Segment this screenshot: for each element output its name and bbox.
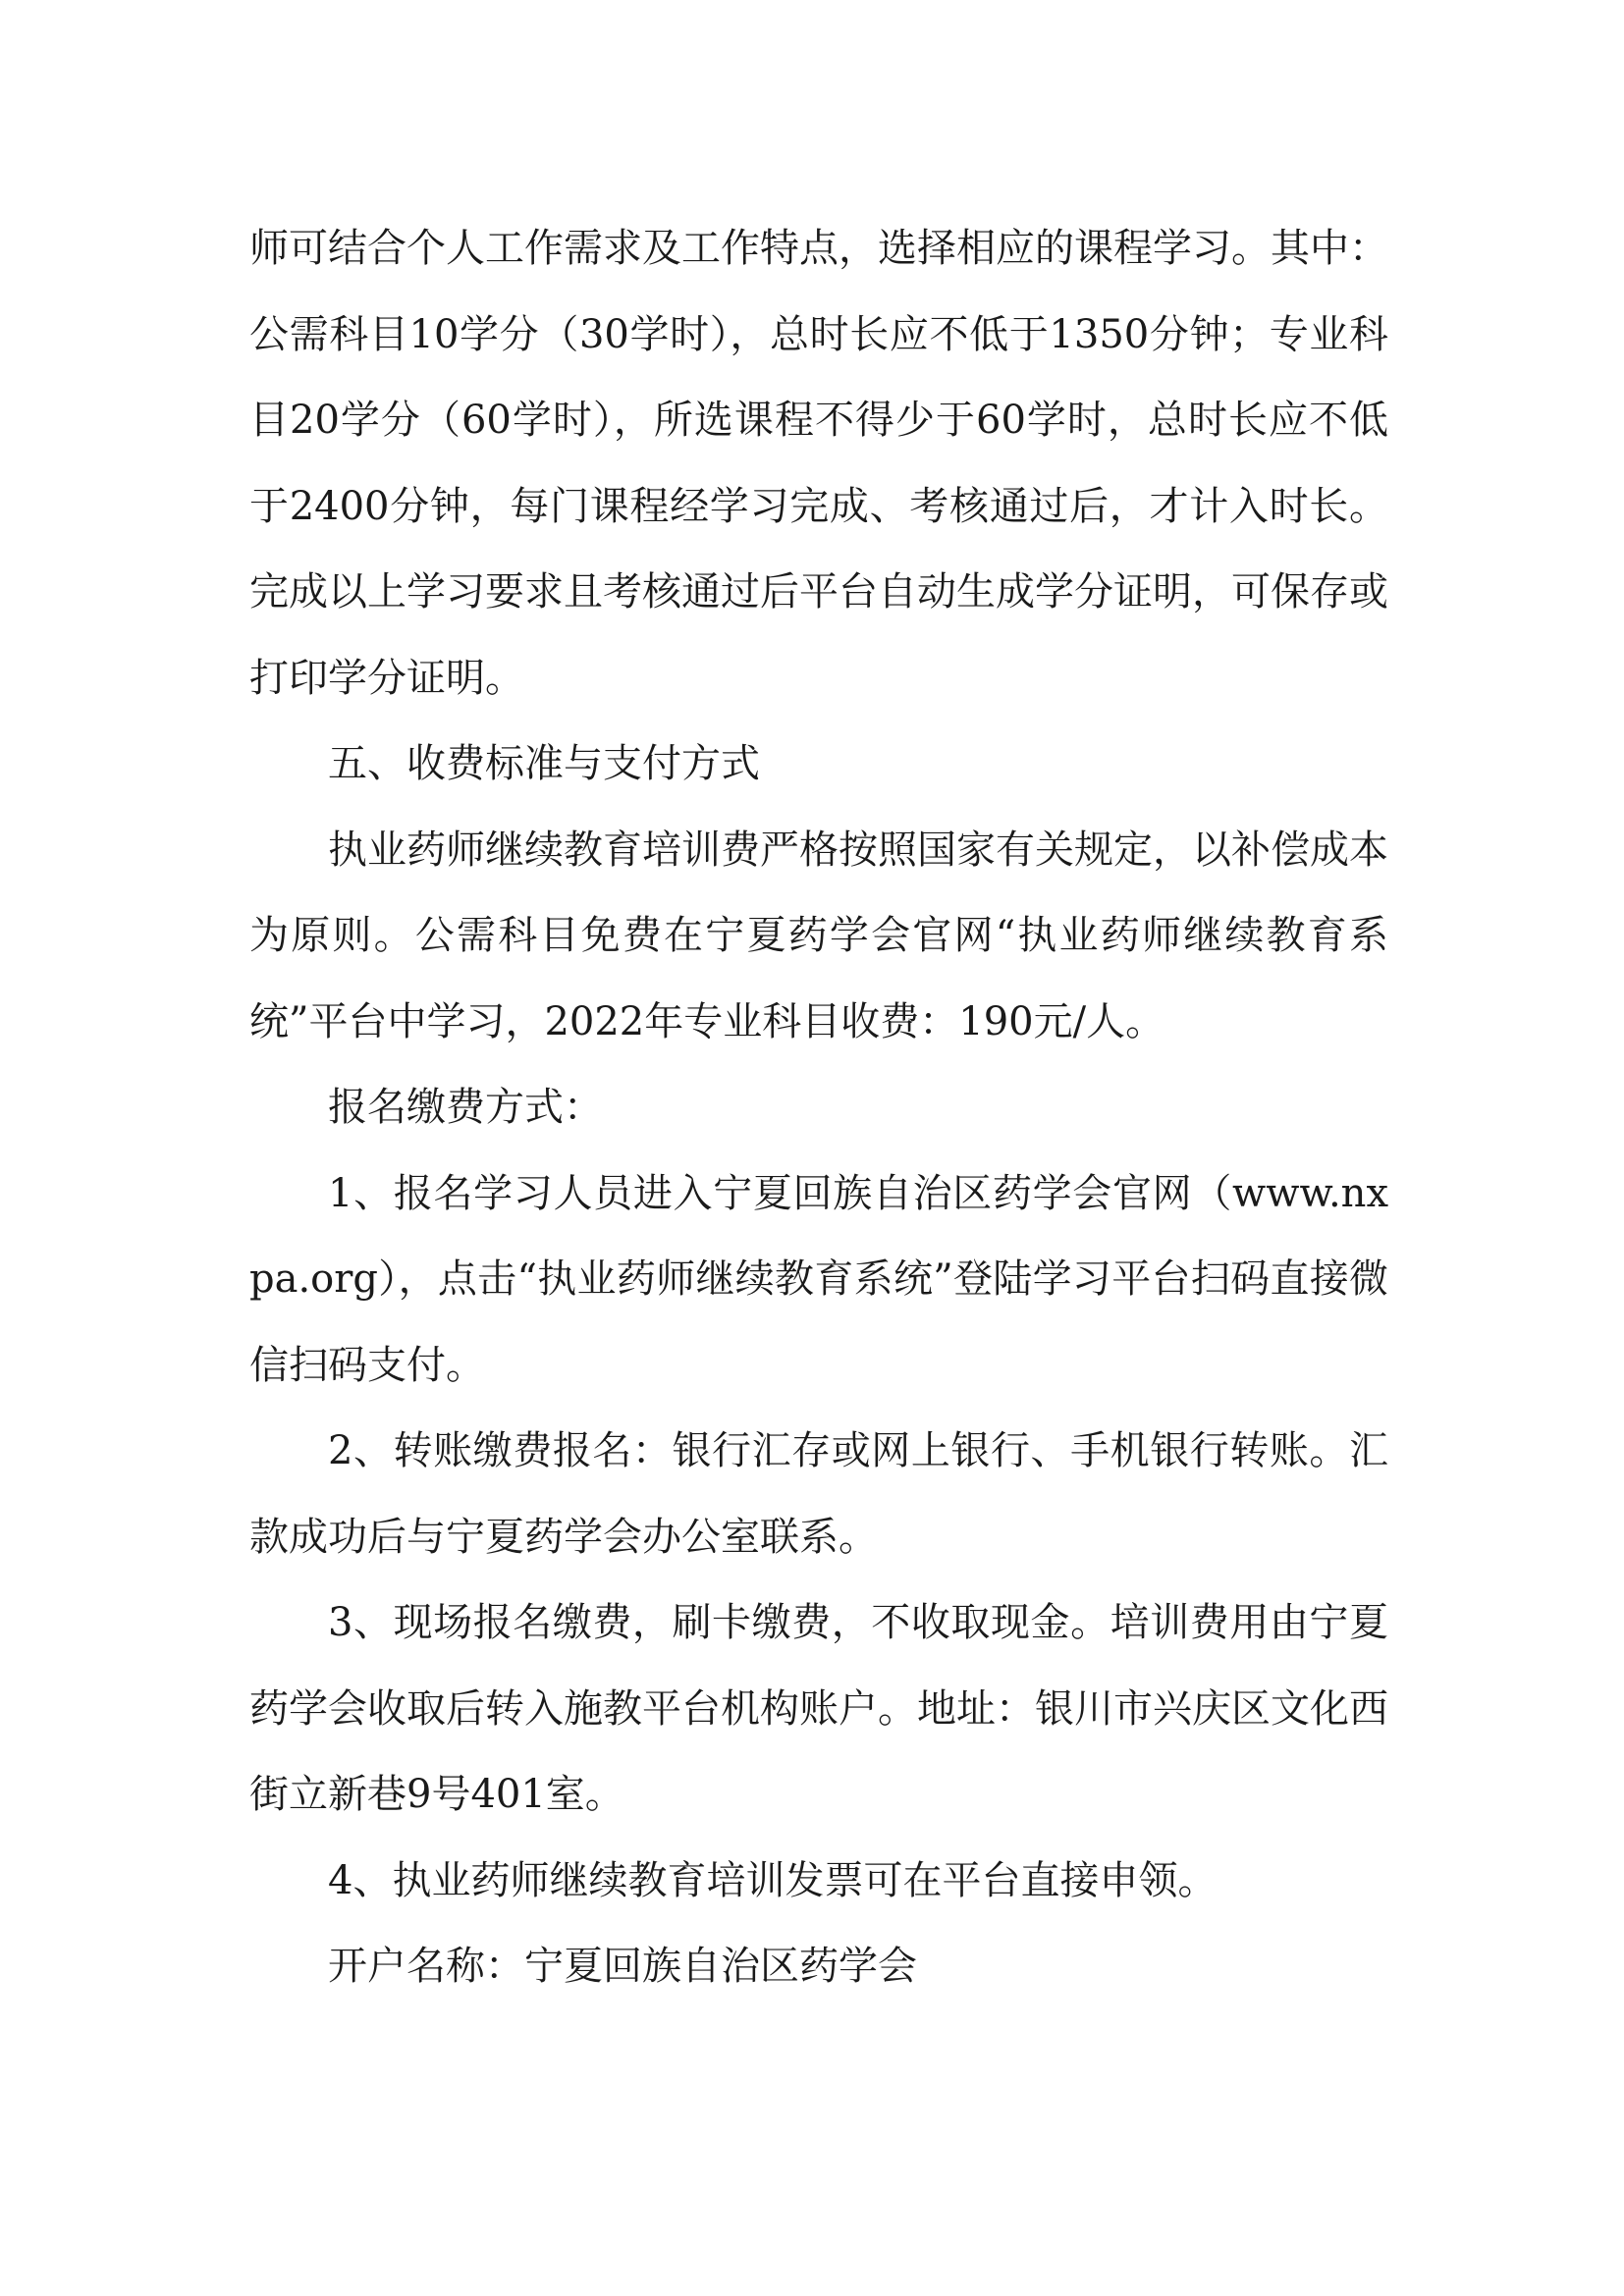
section-heading-fees: 五、收费标准与支付方式 xyxy=(328,741,760,786)
paragraph-payment-method-4: 4、执业药师继续教育培训发票可在平台直接申领。 xyxy=(328,1857,1218,1903)
paragraph-course-requirements: 师可结合个人工作需求及工作特点，选择相应的课程学习。其中：公需科目10学分（30学时），总时长应不低于1350分钟；专业科目20学分（60学时），所选课程不得少于60学时，总时长应不低于2400分钟，每门课程经学习完成、考核通过后，才计入时长。完成以上学习要求且考核通过后平台自动生成学分证明，可保存或打印学分证明。 xyxy=(249,226,1388,701)
paragraph-fee-standard: 执业药师继续教育培训费严格按照国家有关规定，以补偿成本为原则。公需科目免费在宁夏药学会官网“执业药师继续教育系统”平台中学习，2022年专业科目收费：190元/人。 xyxy=(249,827,1388,1044)
document-body xyxy=(249,206,1388,2010)
paragraph-payment-methods-label: 报名缴费方式： xyxy=(328,1085,603,1130)
paragraph-account-name: 开户名称：宁夏回族自治区药学会 xyxy=(328,1944,917,1989)
paragraph-payment-method-1: 1、报名学习人员进入宁夏回族自治区药学会官网（www.nxpa.org），点击“执业药师继续教育系统”登陆学习平台扫码直接微信扫码支付。 xyxy=(249,1170,1388,1388)
paragraph-payment-method-3: 3、现场报名缴费，刷卡缴费，不收取现金。培训费用由宁夏药学会收取后转入施教平台机构账户。地址：银川市兴庆区文化西街立新巷9号401室。 xyxy=(249,1600,1388,1817)
paragraph-payment-method-2: 2、转账缴费报名：银行汇存或网上银行、手机银行转账。汇款成功后与宁夏药学会办公室联系。 xyxy=(249,1428,1388,1560)
